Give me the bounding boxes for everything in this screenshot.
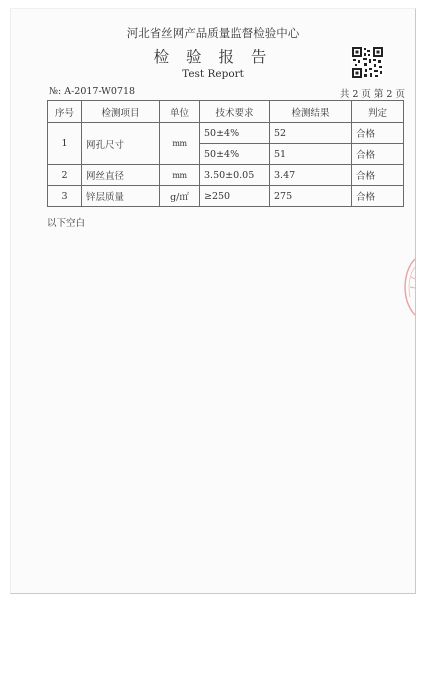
column-header: 检测结果 [270, 101, 352, 123]
report-subtitle: Test Report [182, 68, 244, 80]
requirement: 50±4% [200, 123, 270, 144]
table-row [48, 165, 404, 186]
page-info: 共 2 页 第 2 页 [339, 89, 405, 100]
result: 51 [270, 144, 352, 165]
verdict: 合格 [352, 144, 404, 165]
verdict: 合格 [352, 165, 404, 186]
column-header: 判定 [352, 101, 404, 123]
table-row [48, 186, 404, 207]
column-header: 序号 [48, 101, 82, 123]
test-item: 网丝直径 [82, 165, 160, 186]
unit: mm [160, 165, 200, 186]
report-number: №: A-2017-W0718 [49, 86, 136, 97]
verdict: 合格 [352, 186, 404, 207]
table-row [48, 123, 404, 144]
report-sheet [10, 8, 416, 594]
unit: mm [160, 123, 200, 165]
result: 3.47 [270, 165, 352, 186]
unit: g/㎡ [160, 186, 200, 207]
test-item: 网孔尺寸 [82, 123, 160, 165]
institution-name: 河北省丝网产品质量监督检验中心 [126, 26, 300, 40]
result: 52 [270, 123, 352, 144]
row-number: 3 [48, 186, 82, 207]
column-header: 技术要求 [200, 101, 270, 123]
row-number: 1 [48, 123, 82, 165]
test-item: 锌层质量 [82, 186, 160, 207]
column-header: 单位 [160, 101, 200, 123]
qr-code-icon [351, 46, 384, 79]
column-header: 检测项目 [82, 101, 160, 123]
official-stamp [403, 257, 415, 317]
row-number: 2 [48, 165, 82, 186]
verdict: 合格 [352, 123, 404, 144]
requirement: ≥250 [200, 186, 270, 207]
result: 275 [270, 186, 352, 207]
report-title: 检 验 报 告 [153, 48, 273, 66]
test-results-table [47, 100, 404, 207]
end-of-report-note: 以下空白 [47, 218, 86, 229]
table-header-row [48, 101, 404, 123]
requirement: 50±4% [200, 144, 270, 165]
requirement: 3.50±0.05 [200, 165, 270, 186]
